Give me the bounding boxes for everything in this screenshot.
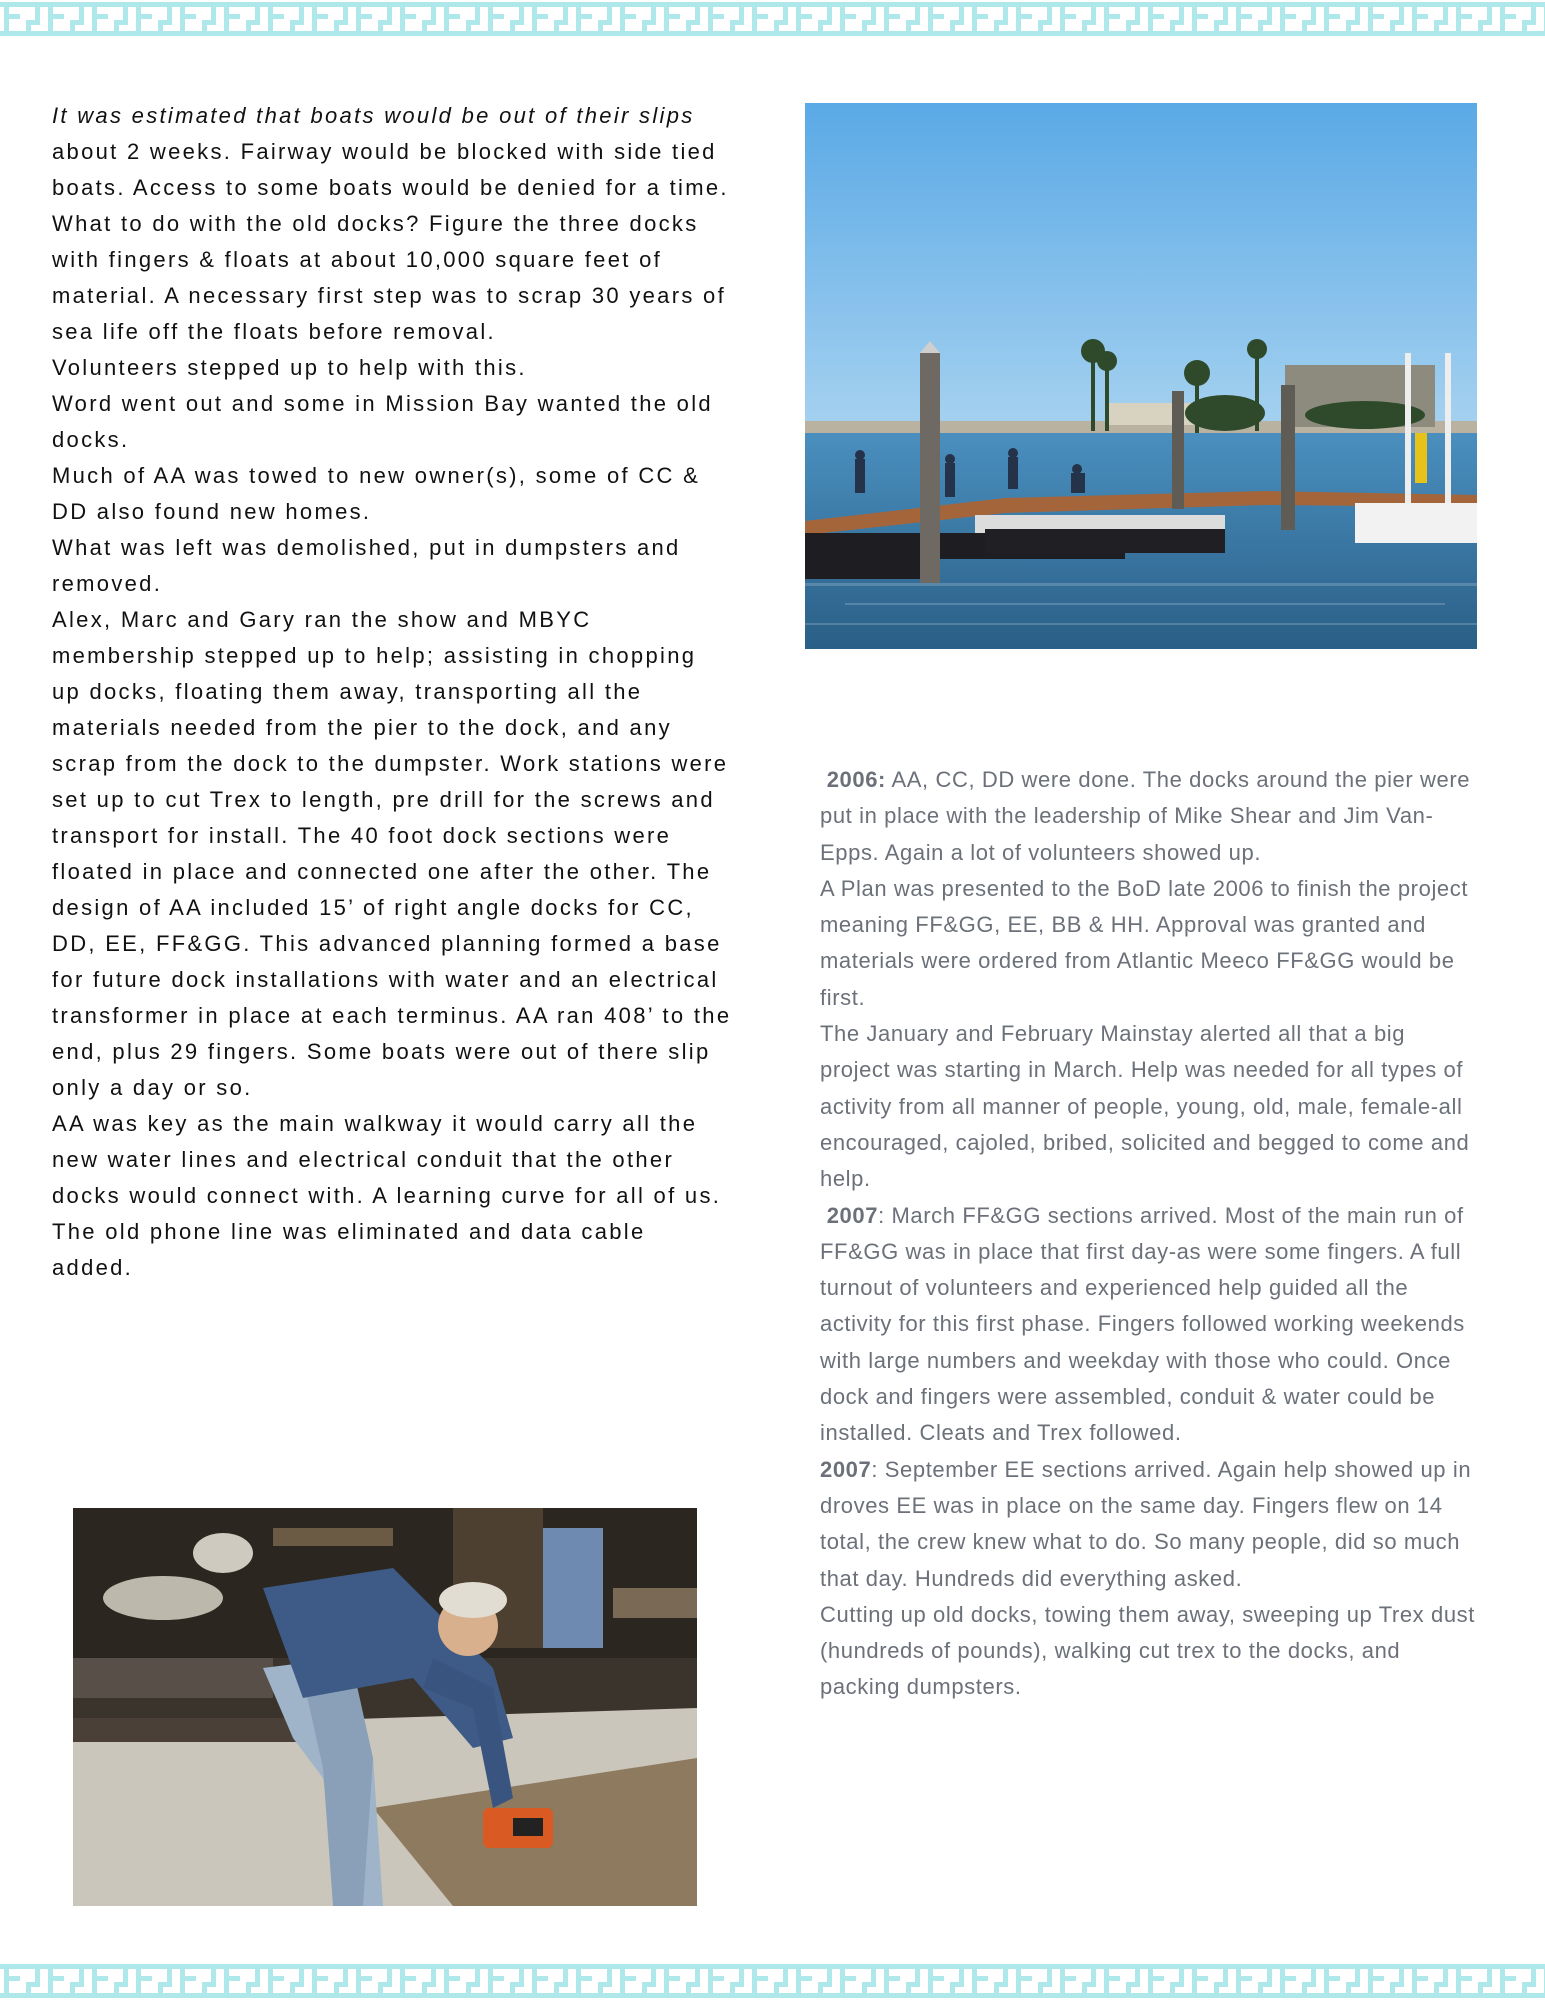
dock-installation-photo: [805, 103, 1477, 649]
paragraph-towed: Much of AA was towed to new owner(s), some of CC & DD also found new homes.: [52, 463, 701, 524]
paragraph-plan: A Plan was presented to the BoD late 2006 to finish the project meaning FF&GG, EE, BB & HH. Approval was granted and materials were ordered from Atlantic Meeco FF&GG would be first.: [820, 875, 1469, 1010]
intro-italic-text: It was estimated that boats would be out of their slips: [52, 103, 695, 128]
year-2007-march-label: 2007: [826, 1202, 879, 1228]
dock-photo-image: [805, 103, 1477, 649]
paragraph-mainstay: The January and February Mainstay alerted all that a big project was starting in March. Help was needed for all types of activity from all manner of people, young, old, male, female-all encouraged, cajoled, bribed, solicited and begged to come and help.: [820, 1021, 1470, 1192]
paragraph-old-docks: What to do with the old docks? Figure the three docks with fingers & floats at about 10,000 square feet of material. A necessary first step was to scrap 30 years of sea life off the floats before removal.: [52, 211, 726, 344]
paragraph-2006: [820, 762, 1480, 871]
year-2006-label: 2006:: [826, 767, 886, 792]
paragraph-intro: [52, 98, 732, 206]
paragraph-2007-september: [820, 1452, 1480, 1597]
greek-key-pattern-bottom: [0, 1962, 1545, 2000]
paragraph-2007-march: [820, 1198, 1480, 1452]
decorative-border-top: [0, 0, 1545, 38]
paragraph-cleanup: Cutting up old docks, towing them away, sweeping up Trex dust (hundreds of pounds), walking cut trex to the docks, and packing dumpsters.: [820, 1601, 1475, 1700]
year-2007-september-label: 2007: [820, 1456, 872, 1482]
greek-key-pattern-top: [0, 0, 1545, 38]
year-2007-september-text: : September EE sections arrived. Again help showed up in droves EE was in place on the same day. Fingers flew on 14 total, the crew knew what to do. So many people, did so much that day. Hundreds did everything asked.: [820, 1456, 1472, 1591]
year-2006-text: AA, CC, DD were done. The docks around the pier were put in place with the leadership of Mike Shear and Jim Van-Epps. Again a lot of volunteers showed up.: [820, 767, 1471, 865]
paragraph-main-walkway: AA was key as the main walkway it would carry all the new water lines and electrical conduit that the other docks would connect with. A learning curve for all of us. The old phone line was eliminated and data cable added.: [52, 1111, 722, 1280]
intro-text: about 2 weeks. Fairway would be blocked with side tied boats. Access to some boats would be denied for a time.: [52, 139, 729, 200]
decorative-border-bottom: [0, 1962, 1545, 2000]
paragraph-volunteers: Volunteers stepped up to help with this.: [52, 355, 527, 380]
paragraph-demolished: What was left was demolished, put in dumpsters and removed.: [52, 535, 681, 596]
year-2007-march-text: : March FF&GG sections arrived. Most of the main run of FF&GG was in place that first day-as were some fingers. A full turnout of volunteers and experienced help guided all the activity for this first phase. Fingers followed working weekends with large numbers and weekday with those who could. Once dock and fingers were assembled, conduit & water could be installed. Cleats and Trex followed.: [820, 1202, 1465, 1446]
worker-photo-image: [73, 1508, 697, 1906]
worker-cutting-dock-photo: [73, 1508, 697, 1906]
paragraph-mission-bay: Word went out and some in Mission Bay wanted the old docks.: [52, 391, 713, 452]
right-column-text: [820, 762, 1480, 1706]
left-column-text: [52, 98, 732, 1286]
paragraph-the-show: Alex, Marc and Gary ran the show and MBYC membership stepped up to help; assisting in chopping up docks, floating them away, transporting all the materials needed from the pier to the dock, and any scrap from the dock to the dumpster. Work stations were set up to cut Trex to length, pre drill for the screws and transport for install. The 40 foot dock sections were floated in place and connected one after the other. The design of AA included 15’ of right angle docks for CC, DD, EE, FF&GG. This advanced planning formed a base for future dock installations with water and an electrical transformer in place at each terminus. AA ran 408’ to the end, plus 29 fingers. Some boats were out of there slip only a day or so.: [52, 607, 732, 1100]
